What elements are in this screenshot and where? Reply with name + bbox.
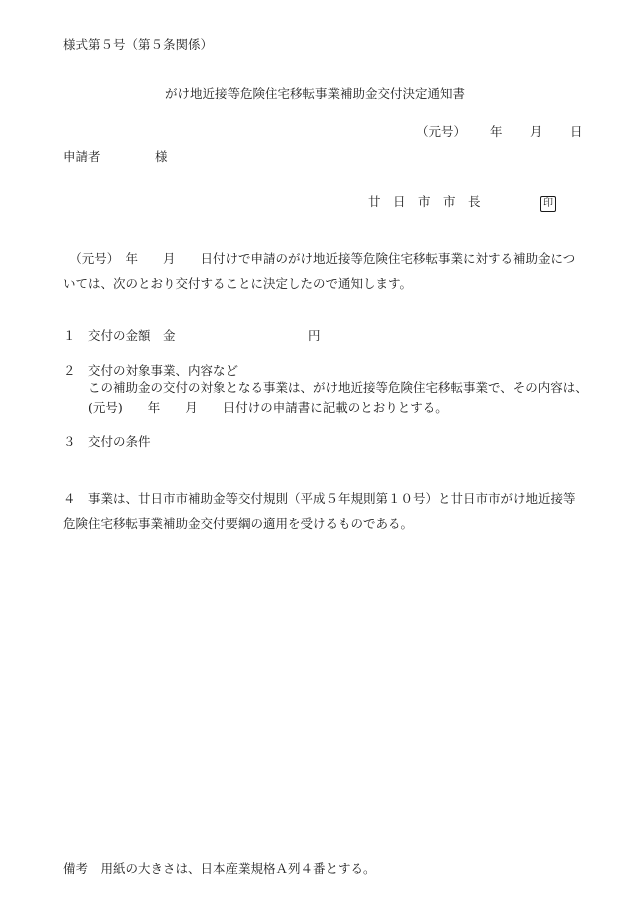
applicant-honorific: 様 (155, 149, 168, 164)
document-title: がけ地近接等危険住宅移転事業補助金交付決定通知書 (164, 86, 465, 101)
issuer-title: 廿 日 市 市 長 (368, 194, 481, 209)
remark: 備考 用紙の大きさは、日本産業規格Ａ列４番とする。 (63, 861, 376, 876)
item-3-label: ３ 交付の条件 (63, 434, 151, 449)
form-label: 様式第５号（第５条関係） (63, 37, 214, 52)
body-paragraph: （元号） 年 月 日付けで申請のがけ地近接等危険住宅移転事業に対する補助金については、次のとおり交付することに決定したので通知します。 (63, 251, 576, 291)
date-month: 月 (530, 124, 543, 139)
item-4-text: ４ 事業は、廿日市市補助金等交付規則（平成５年規則第１０号）と廿日市市がけ地近接等危険住宅移転事業補助金交付要綱の適用を受けるものである。 (63, 491, 576, 531)
item-2-label: ２ 交付の対象事業、内容など (63, 363, 239, 378)
item-1-unit: 円 (308, 328, 321, 343)
applicant-label: 申請者 (63, 149, 101, 164)
date-year: 年 (490, 124, 503, 139)
date-day: 日 (570, 124, 583, 139)
item-2-text: この補助金の交付の対象となる事業は、がけ地近接等危険住宅移転事業で、その内容は、(元号) 年 月 日付けの申請書に記載のとおりとする。 (88, 380, 588, 415)
date-era: （元号） (416, 124, 467, 139)
seal-mark: 印 (540, 196, 556, 212)
item-1-label: １ 交付の金額 金 (63, 328, 176, 343)
